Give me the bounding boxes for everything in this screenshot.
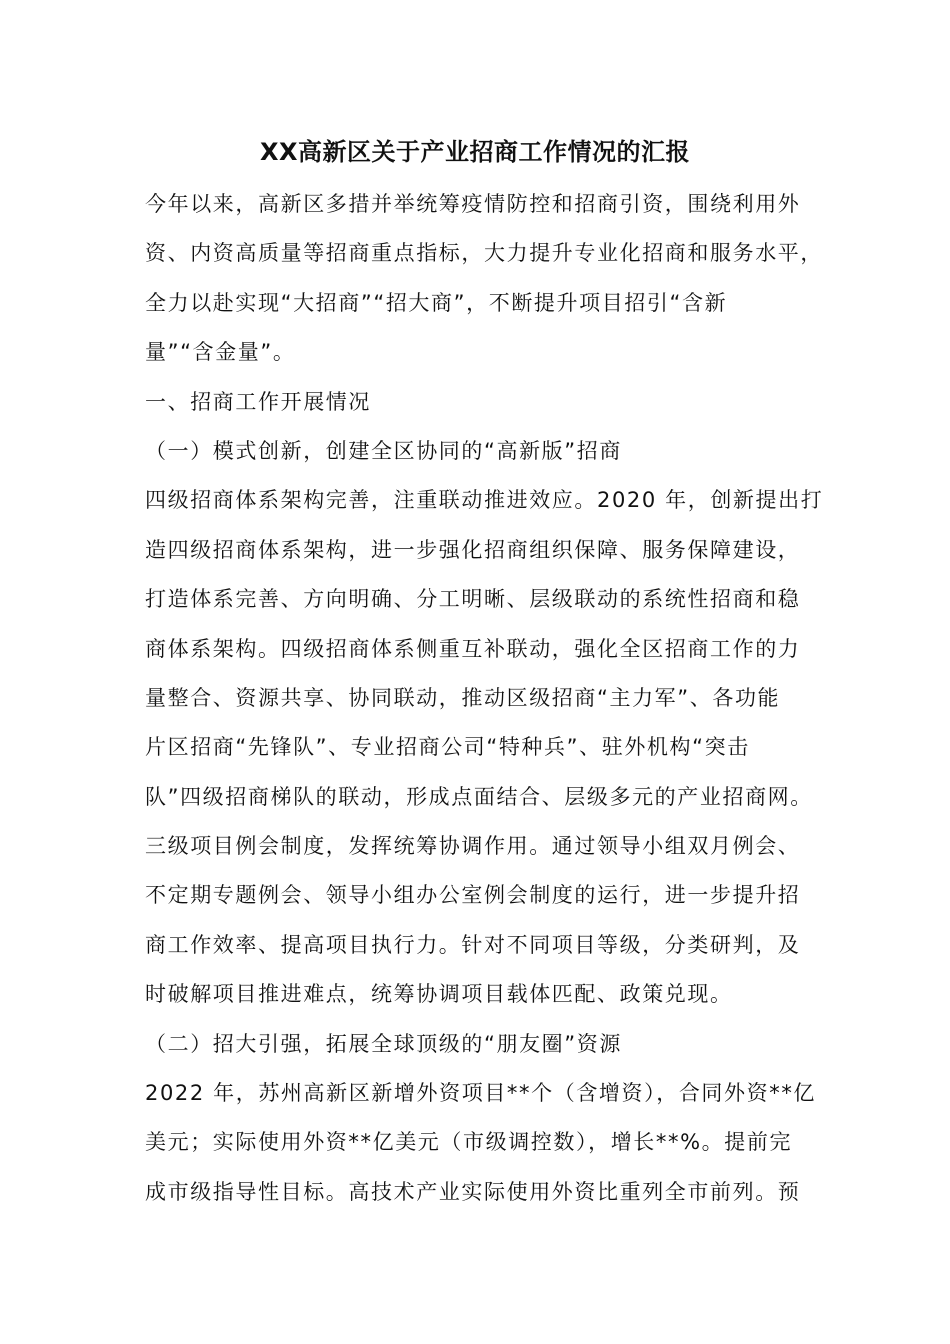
paragraph-line: 队”四级招商梯队的联动，形成点面结合、层级多元的产业招商网。 bbox=[145, 784, 813, 809]
subsection-heading: （一）模式创新，创建全区协同的“高新版”招商 bbox=[145, 438, 622, 463]
paragraph-line: 商工作效率、提高项目执行力。针对不同项目等级，分类研判，及 bbox=[145, 932, 801, 957]
subsection-heading: （二）招大引强，拓展全球顶级的“朋友圈”资源 bbox=[145, 1031, 622, 1056]
paragraph-line: 资、内资高质量等招商重点指标，大力提升专业化招商和服务水平， bbox=[145, 241, 823, 266]
paragraph-line: 美元；实际使用外资**亿美元（市级调控数），增长**%。提前完 bbox=[145, 1130, 793, 1155]
paragraph-line: 四级招商体系架构完善，注重联动推进效应。2020 年，创新提出打 bbox=[145, 488, 824, 513]
paragraph-line: 片区招商“先锋队”、专业招商公司“特种兵”、驻外机构“突击 bbox=[145, 735, 750, 760]
paragraph-line: 量整合、资源共享、协同联动，推动区级招商“主力军”、各功能 bbox=[145, 685, 781, 710]
paragraph-line: 商体系架构。四级招商体系侧重互补联动，强化全区招商工作的力 bbox=[145, 636, 801, 661]
paragraph-line: 三级项目例会制度，发挥统筹协调作用。通过领导小组双月例会、 bbox=[145, 834, 801, 859]
paragraph-line: 全力以赴实现“大招商”“招大商”，不断提升项目招引“含新 bbox=[145, 290, 728, 315]
section-heading: 一、招商工作开展情况 bbox=[145, 389, 371, 414]
document-body bbox=[145, 180, 824, 1217]
paragraph-line: 成市级指导性目标。高技术产业实际使用外资比重列全市前列。预 bbox=[145, 1179, 801, 1204]
paragraph-line: 量”“含金量”。 bbox=[145, 340, 296, 365]
paragraph-line: 造四级招商体系架构，进一步强化招商组织保障、服务保障建设， bbox=[145, 537, 801, 562]
paragraph-line: 今年以来，高新区多措并举统筹疫情防控和招商引资，围绕利用外 bbox=[145, 192, 801, 216]
paragraph-line: 2022 年，苏州高新区新增外资项目**个（含增资），合同外资**亿 bbox=[145, 1081, 817, 1106]
paragraph-line: 不定期专题例会、领导小组办公室例会制度的运行，进一步提升招 bbox=[145, 883, 801, 908]
document-title: XX高新区关于产业招商工作情况的汇报 bbox=[259, 138, 690, 166]
paragraph-line: 时破解项目推进难点，统筹协调项目载体匹配、政策兑现。 bbox=[145, 982, 733, 1007]
paragraph-line: 打造体系完善、方向明确、分工明晰、层级联动的系统性招商和稳 bbox=[145, 587, 801, 612]
